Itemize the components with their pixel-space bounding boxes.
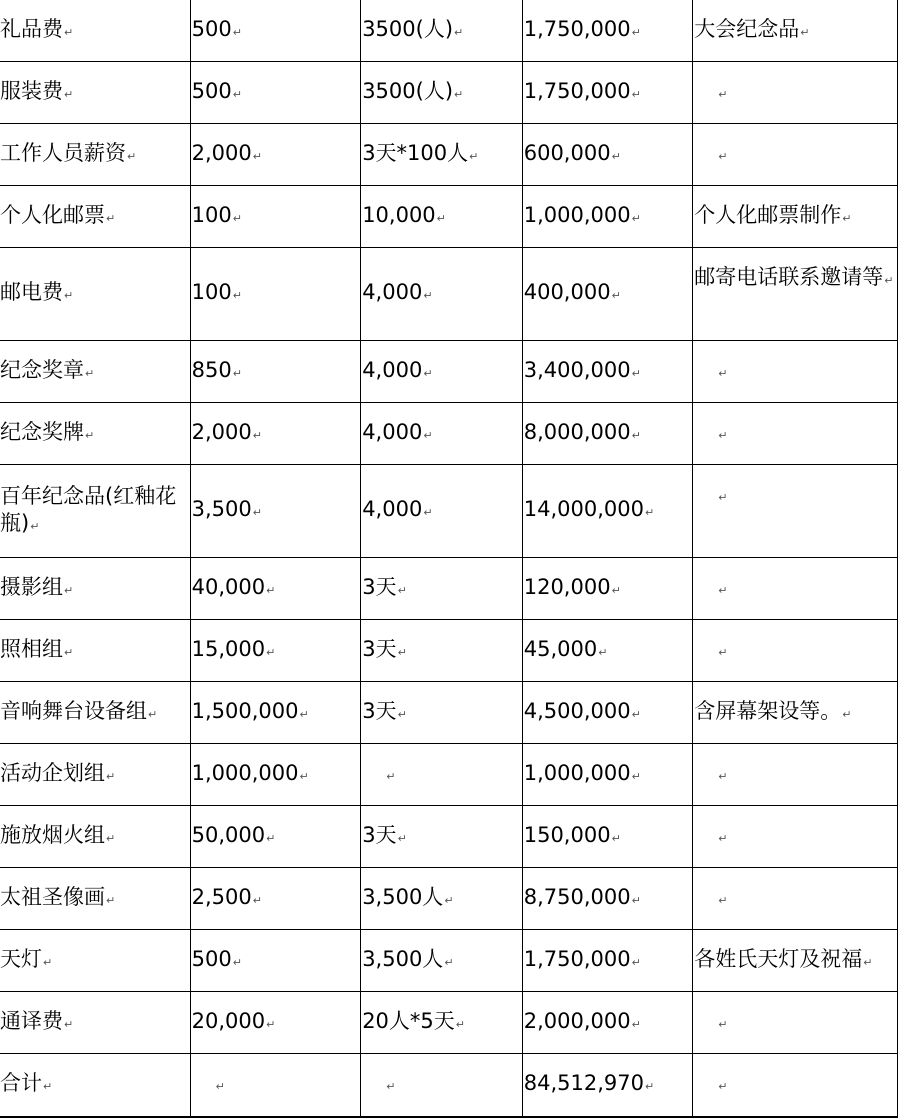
quantity-cell	[361, 806, 523, 868]
paragraph-mark-icon: ↵	[454, 87, 464, 101]
item-cell	[0, 0, 190, 62]
cell-text: 150,000	[523, 822, 611, 847]
cell-text: 14,000,000	[523, 497, 644, 521]
cell-text: 50,000	[191, 822, 266, 847]
cell-text: 工作人员薪资	[0, 140, 126, 165]
cell-text: 2,000	[191, 419, 252, 444]
unit-price-cell	[190, 186, 361, 248]
paragraph-mark-icon: ↵	[718, 831, 728, 845]
paragraph-mark-icon: ↵	[232, 87, 242, 101]
paragraph-mark-icon: ↵	[598, 645, 608, 659]
paragraph-mark-icon: ↵	[252, 893, 262, 907]
note-cell	[693, 124, 898, 186]
paragraph-mark-icon: ↵	[884, 274, 894, 287]
paragraph-mark-icon: ↵	[631, 87, 641, 101]
paragraph-mark-icon: ↵	[397, 645, 407, 659]
paragraph-mark-icon: ↵	[397, 707, 407, 721]
paragraph-mark-icon: ↵	[631, 366, 641, 380]
table-row	[0, 62, 898, 124]
paragraph-mark-icon: ↵	[611, 583, 621, 597]
paragraph-mark-icon: ↵	[148, 707, 158, 721]
amount-cell	[522, 0, 693, 62]
cell-text: 20人*5天	[362, 1008, 455, 1033]
quantity-cell	[361, 248, 523, 341]
paragraph-mark-icon: ↵	[386, 1079, 396, 1093]
amount-cell	[522, 558, 693, 620]
paragraph-mark-icon: ↵	[631, 893, 641, 907]
item-cell	[0, 403, 190, 465]
note-cell	[693, 186, 898, 248]
quantity-cell	[361, 62, 523, 124]
paragraph-mark-icon: ↵	[266, 583, 276, 597]
cell-text: 3天	[362, 574, 397, 599]
cell-text: 1,000,000	[523, 202, 631, 227]
unit-price-cell	[190, 1054, 361, 1117]
cell-text: 2,500	[191, 884, 252, 909]
table-row	[0, 0, 898, 62]
cell-text: 个人化邮票制作	[694, 202, 842, 227]
cell-text: 120,000	[523, 574, 611, 599]
paragraph-mark-icon: ↵	[64, 87, 74, 101]
paragraph-mark-icon: ↵	[106, 893, 116, 907]
unit-price-cell	[190, 62, 361, 124]
cell-text: 400,000	[523, 280, 611, 304]
cell-text: 1,500,000	[191, 698, 299, 723]
item-cell	[0, 124, 190, 186]
paragraph-mark-icon: ↵	[397, 583, 407, 597]
item-cell	[0, 744, 190, 806]
quantity-cell	[361, 992, 523, 1054]
table-row	[0, 465, 898, 558]
paragraph-mark-icon: ↵	[718, 1079, 728, 1093]
cell-text: 3,500	[191, 497, 252, 521]
quantity-cell	[361, 744, 523, 806]
amount-cell	[522, 124, 693, 186]
item-cell	[0, 992, 190, 1054]
cell-text: 施放烟火组	[0, 822, 105, 847]
paragraph-mark-icon: ↵	[863, 955, 873, 969]
amount-cell	[522, 465, 693, 558]
paragraph-mark-icon: ↵	[631, 428, 641, 442]
paragraph-mark-icon: ↵	[85, 428, 95, 442]
paragraph-mark-icon: ↵	[718, 428, 728, 442]
quantity-cell	[361, 930, 523, 992]
cell-text: 纪念奖章	[0, 357, 84, 382]
table-row	[0, 341, 898, 403]
cell-text: 8,000,000	[523, 419, 631, 444]
cell-text: 百年纪念品(红釉花瓶)	[0, 483, 177, 535]
paragraph-mark-icon: ↵	[266, 645, 276, 659]
cell-text: 4,000	[362, 280, 423, 304]
cell-text: 850	[191, 357, 232, 382]
paragraph-mark-icon: ↵	[43, 1079, 53, 1093]
paragraph-mark-icon: ↵	[611, 289, 621, 302]
amount-cell	[522, 403, 693, 465]
paragraph-mark-icon: ↵	[718, 893, 728, 907]
paragraph-mark-icon: ↵	[85, 366, 95, 380]
cell-text: 各姓氏天灯及祝福	[694, 946, 863, 971]
cell-text: 1,750,000	[523, 16, 631, 41]
cell-text: 3500(人)	[362, 78, 454, 103]
cell-text: 含屏幕架设等。	[694, 698, 842, 723]
amount-cell	[522, 62, 693, 124]
amount-cell	[522, 186, 693, 248]
cell-text: 音响舞台设备组	[0, 698, 147, 723]
paragraph-mark-icon: ↵	[64, 645, 74, 659]
paragraph-mark-icon: ↵	[644, 1079, 655, 1093]
table-row	[0, 620, 898, 682]
unit-price-cell	[190, 465, 361, 558]
cell-text: 3500(人)	[362, 16, 454, 41]
unit-price-cell	[190, 341, 361, 403]
cell-text: 4,000	[362, 419, 423, 444]
unit-price-cell	[190, 744, 361, 806]
paragraph-mark-icon: ↵	[64, 583, 74, 597]
cell-text: 3,500人	[362, 946, 444, 971]
cell-text: 个人化邮票	[0, 202, 105, 227]
item-cell	[0, 930, 190, 992]
cell-text: 2,000	[191, 140, 252, 165]
table-row	[0, 744, 898, 806]
paragraph-mark-icon: ↵	[423, 366, 433, 380]
paragraph-mark-icon: ↵	[842, 707, 852, 721]
unit-price-cell	[190, 806, 361, 868]
item-cell	[0, 1054, 190, 1117]
quantity-cell	[361, 124, 523, 186]
paragraph-mark-icon: ↵	[64, 289, 74, 302]
paragraph-mark-icon: ↵	[299, 769, 309, 783]
unit-price-cell	[190, 0, 361, 62]
paragraph-mark-icon: ↵	[232, 211, 242, 225]
unit-price-cell	[190, 930, 361, 992]
note-cell	[693, 806, 898, 868]
cell-text: 纪念奖牌	[0, 419, 84, 444]
amount-cell	[522, 341, 693, 403]
paragraph-mark-icon: ↵	[631, 25, 641, 39]
amount-cell	[522, 620, 693, 682]
quantity-cell	[361, 620, 523, 682]
note-cell	[693, 0, 898, 62]
paragraph-mark-icon: ↵	[454, 25, 464, 39]
note-cell	[693, 620, 898, 682]
unit-price-cell	[190, 248, 361, 341]
cell-text: 500	[191, 946, 232, 971]
note-cell	[693, 341, 898, 403]
table-row	[0, 403, 898, 465]
cell-text: 84,512,970	[523, 1070, 644, 1095]
note-cell	[693, 465, 898, 558]
paragraph-mark-icon: ↵	[611, 149, 621, 163]
paragraph-mark-icon: ↵	[232, 955, 242, 969]
unit-price-cell	[190, 620, 361, 682]
item-cell	[0, 186, 190, 248]
paragraph-mark-icon: ↵	[631, 707, 641, 721]
amount-cell	[522, 1054, 693, 1117]
quantity-cell	[361, 558, 523, 620]
cell-text: 照相组	[0, 636, 63, 661]
paragraph-mark-icon: ↵	[800, 25, 810, 39]
cell-text: 1,000,000	[523, 760, 631, 785]
cell-text: 1,750,000	[523, 946, 631, 971]
note-cell	[693, 403, 898, 465]
paragraph-mark-icon: ↵	[718, 1017, 728, 1031]
cell-text: 40,000	[191, 574, 266, 599]
paragraph-mark-icon: ↵	[718, 366, 728, 380]
amount-cell	[522, 248, 693, 341]
paragraph-mark-icon: ↵	[64, 1017, 74, 1031]
table-row	[0, 186, 898, 248]
paragraph-mark-icon: ↵	[455, 1017, 465, 1031]
cell-text: 通译费	[0, 1008, 63, 1033]
table-row	[0, 806, 898, 868]
unit-price-cell	[190, 868, 361, 930]
table-row	[0, 248, 898, 341]
cell-text: 邮电费	[0, 280, 63, 304]
cell-text: 礼品费	[0, 16, 63, 41]
cell-text: 3天	[362, 822, 397, 847]
cell-text: 3天	[362, 636, 397, 661]
paragraph-mark-icon: ↵	[43, 955, 53, 969]
paragraph-mark-icon: ↵	[252, 149, 262, 163]
cell-text: 500	[191, 78, 232, 103]
unit-price-cell	[190, 682, 361, 744]
paragraph-mark-icon: ↵	[718, 149, 728, 163]
cell-text: 天灯	[0, 946, 42, 971]
quantity-cell	[361, 682, 523, 744]
paragraph-mark-icon: ↵	[106, 769, 116, 783]
paragraph-mark-icon: ↵	[423, 506, 433, 519]
paragraph-mark-icon: ↵	[444, 893, 454, 907]
paragraph-mark-icon: ↵	[842, 211, 852, 225]
cell-text: 10,000	[362, 202, 436, 227]
cell-text: 合计	[0, 1070, 42, 1095]
item-cell	[0, 806, 190, 868]
cell-text: 100	[191, 280, 232, 304]
cell-text: 3,400,000	[523, 357, 631, 382]
paragraph-mark-icon: ↵	[252, 428, 262, 442]
item-cell	[0, 341, 190, 403]
cell-text: 4,500,000	[523, 698, 631, 723]
paragraph-mark-icon: ↵	[106, 211, 116, 225]
amount-cell	[522, 806, 693, 868]
quantity-cell	[361, 403, 523, 465]
cell-text: 8,750,000	[523, 884, 631, 909]
paragraph-mark-icon: ↵	[631, 769, 641, 783]
note-cell	[693, 248, 898, 341]
paragraph-mark-icon: ↵	[64, 25, 74, 39]
paragraph-mark-icon: ↵	[631, 955, 641, 969]
paragraph-mark-icon: ↵	[423, 289, 433, 302]
item-cell	[0, 62, 190, 124]
cell-text: 4,000	[362, 357, 423, 382]
quantity-cell	[361, 186, 523, 248]
table-row	[0, 868, 898, 930]
item-cell	[0, 620, 190, 682]
note-cell	[693, 992, 898, 1054]
paragraph-mark-icon: ↵	[397, 831, 407, 845]
unit-price-cell	[190, 403, 361, 465]
cell-text: 活动企划组	[0, 760, 105, 785]
note-cell	[693, 558, 898, 620]
quantity-cell	[361, 868, 523, 930]
note-cell	[693, 62, 898, 124]
paragraph-mark-icon: ↵	[436, 211, 446, 225]
paragraph-mark-icon: ↵	[611, 831, 621, 845]
table-row	[0, 1054, 898, 1117]
table-row	[0, 992, 898, 1054]
paragraph-mark-icon: ↵	[718, 491, 728, 504]
unit-price-cell	[190, 992, 361, 1054]
cell-text: 1,750,000	[523, 78, 631, 103]
cell-text: 1,000,000	[191, 760, 299, 785]
amount-cell	[522, 930, 693, 992]
paragraph-mark-icon: ↵	[444, 955, 454, 969]
unit-price-cell	[190, 124, 361, 186]
cell-text: 3天*100人	[362, 140, 469, 165]
unit-price-cell	[190, 558, 361, 620]
paragraph-mark-icon: ↵	[718, 87, 728, 101]
paragraph-mark-icon: ↵	[644, 506, 655, 519]
paragraph-mark-icon: ↵	[299, 707, 309, 721]
amount-cell	[522, 992, 693, 1054]
paragraph-mark-icon: ↵	[106, 831, 116, 845]
cell-text: 2,000,000	[523, 1008, 631, 1033]
item-cell	[0, 558, 190, 620]
cell-text: 服装费	[0, 78, 63, 103]
cell-text: 4,000	[362, 497, 423, 521]
cell-text: 邮寄电话联系邀请等	[694, 265, 884, 289]
cell-text: 大会纪念品	[694, 16, 800, 41]
paragraph-mark-icon: ↵	[718, 769, 728, 783]
note-cell	[693, 930, 898, 992]
paragraph-mark-icon: ↵	[631, 1017, 641, 1031]
amount-cell	[522, 682, 693, 744]
item-cell	[0, 465, 190, 558]
item-cell	[0, 868, 190, 930]
amount-cell	[522, 868, 693, 930]
quantity-cell	[361, 1054, 523, 1117]
cell-text: 3天	[362, 698, 397, 723]
paragraph-mark-icon: ↵	[718, 583, 728, 597]
cell-text: 500	[191, 16, 232, 41]
item-cell	[0, 682, 190, 744]
cell-text: 20,000	[191, 1008, 266, 1033]
cell-text: 600,000	[523, 140, 611, 165]
paragraph-mark-icon: ↵	[386, 769, 396, 783]
quantity-cell	[361, 341, 523, 403]
item-cell	[0, 248, 190, 341]
paragraph-mark-icon: ↵	[215, 1079, 225, 1093]
paragraph-mark-icon: ↵	[232, 289, 242, 302]
note-cell	[693, 868, 898, 930]
paragraph-mark-icon: ↵	[252, 506, 262, 519]
cell-text: 太祖圣像画	[0, 884, 105, 909]
cell-text: 15,000	[191, 636, 266, 661]
quantity-cell	[361, 0, 523, 62]
amount-cell	[522, 744, 693, 806]
cell-text: 3,500人	[362, 884, 444, 909]
paragraph-mark-icon: ↵	[718, 645, 728, 659]
quantity-cell	[361, 465, 523, 558]
note-cell	[693, 744, 898, 806]
paragraph-mark-icon: ↵	[631, 211, 641, 225]
paragraph-mark-icon: ↵	[266, 1017, 276, 1031]
cell-text: 45,000	[523, 636, 598, 661]
paragraph-mark-icon: ↵	[30, 519, 40, 533]
cell-text: 100	[191, 202, 232, 227]
cell-text: 摄影组	[0, 574, 63, 599]
note-cell	[693, 1054, 898, 1117]
paragraph-mark-icon: ↵	[423, 428, 433, 442]
table-row	[0, 124, 898, 186]
paragraph-mark-icon: ↵	[127, 149, 137, 163]
table-row	[0, 558, 898, 620]
paragraph-mark-icon: ↵	[266, 831, 276, 845]
table-row	[0, 930, 898, 992]
paragraph-mark-icon: ↵	[232, 25, 242, 39]
paragraph-mark-icon: ↵	[232, 366, 242, 380]
paragraph-mark-icon: ↵	[469, 149, 479, 163]
note-cell	[693, 682, 898, 744]
table-row	[0, 682, 898, 744]
